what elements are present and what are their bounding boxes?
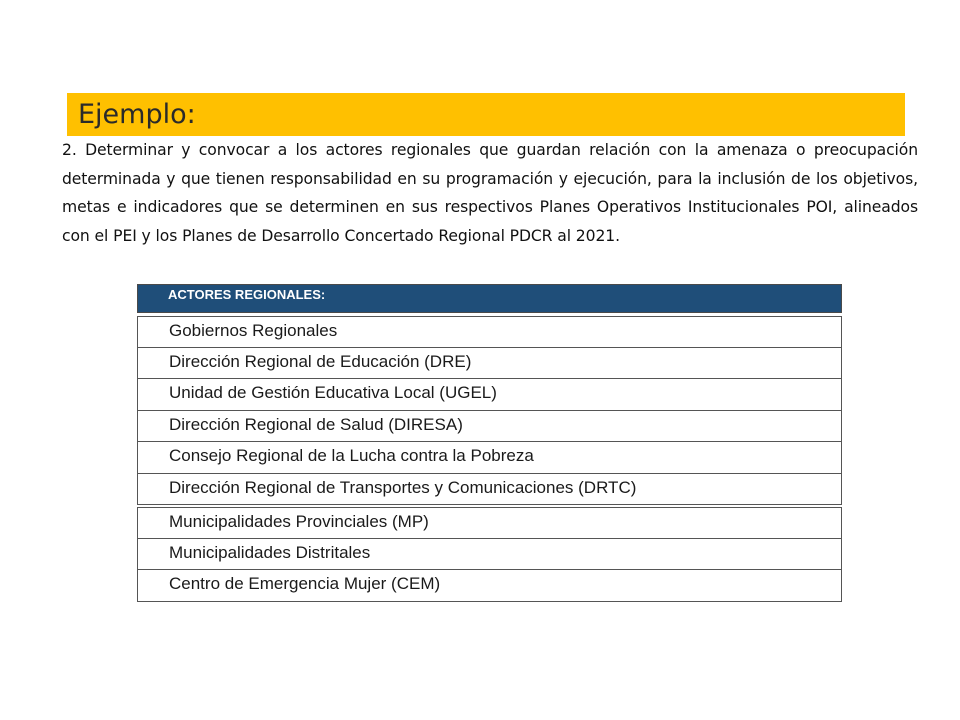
table-row: Dirección Regional de Educación (DRE) <box>137 348 842 380</box>
table-header: ACTORES REGIONALES: <box>137 284 842 313</box>
table-row: Dirección Regional de Transportes y Comunicaciones (DRTC) <box>137 474 842 506</box>
page-title: Ejemplo: <box>78 99 196 130</box>
description-paragraph: 2. Determinar y convocar a los actores regionales que guardan relación con la amenaza o preocupación determinada y que tienen responsabilidad en su programación y ejecución, para la inclusión de los objetivos, metas e indicadores que se determinen en sus respectivos Planes Operativos Institucionales POI, alineados con el PEI y los Planes de Desarrollo Concertado Regional PDCR al 2021. <box>62 141 918 245</box>
table-row: Consejo Regional de la Lucha contra la Pobreza <box>137 442 842 474</box>
actors-table <box>137 284 842 602</box>
title-bar <box>67 93 905 136</box>
table-row: Dirección Regional de Salud (DIRESA) <box>137 411 842 443</box>
actors-list <box>137 316 842 602</box>
table-row: Centro de Emergencia Mujer (CEM) <box>137 570 842 602</box>
table-row: Gobiernos Regionales <box>137 316 842 348</box>
table-row: Municipalidades Distritales <box>137 539 842 571</box>
table-row: Municipalidades Provinciales (MP) <box>137 507 842 539</box>
table-row: Unidad de Gestión Educativa Local (UGEL) <box>137 379 842 411</box>
